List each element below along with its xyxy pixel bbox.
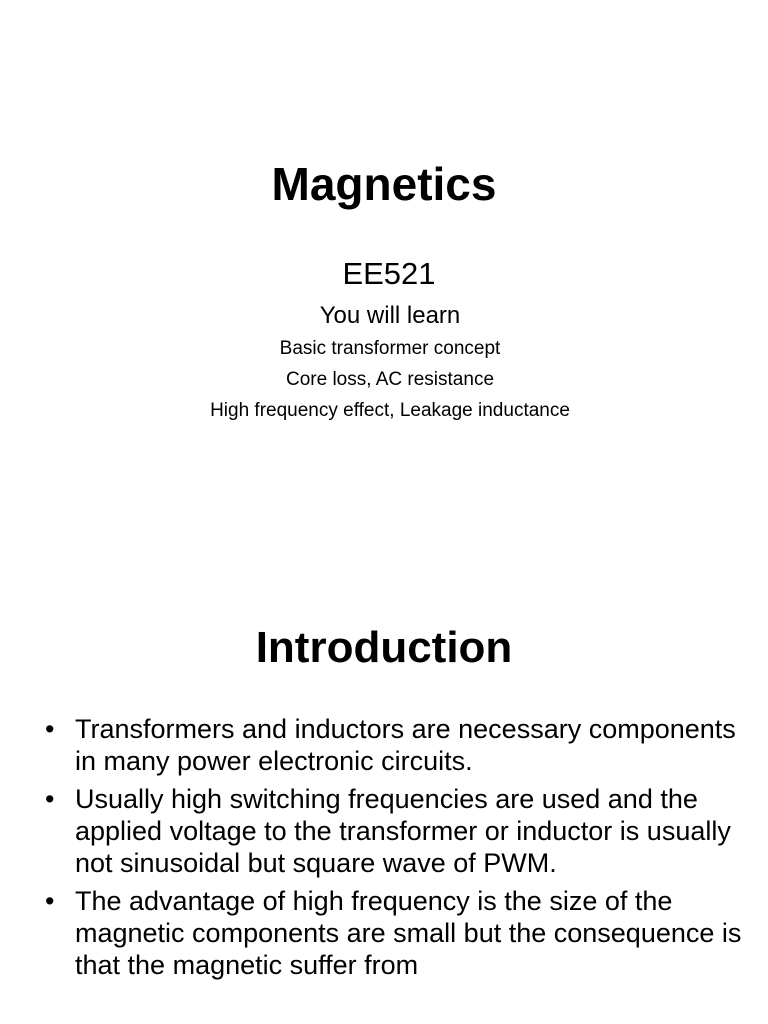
bullet-icon: •: [45, 784, 55, 814]
bullet-text: Transformers and inductors are necessary components in many power electronic circuits.: [75, 714, 736, 776]
bullet-item: [45, 713, 745, 777]
bullet-icon: •: [45, 714, 55, 744]
slide-title-introduction: Introduction: [255, 623, 513, 672]
topic-item: Core loss, AC resistance: [285, 369, 495, 390]
topic-list: [0, 337, 768, 430]
topic-item: Basic transformer concept: [279, 338, 501, 359]
learning-heading: You will learn: [319, 302, 461, 329]
bullet-text: The advantage of high frequency is the size of the magnetic components are small but the consequence is that the magnetic suffer from: [75, 886, 742, 980]
slide-title-magnetics: Magnetics: [271, 158, 497, 210]
topic-item: High frequency effect, Leakage inductance: [210, 400, 570, 421]
bullet-icon: •: [45, 886, 55, 916]
bullet-item: [45, 783, 745, 879]
course-code: EE521: [342, 256, 436, 291]
bullet-text: Usually high switching frequencies are used and the applied voltage to the transformer or inductor is usually not sinusoidal but square wave of PWM.: [75, 784, 731, 878]
bullet-item: [45, 885, 745, 981]
bullet-list: [45, 713, 745, 987]
